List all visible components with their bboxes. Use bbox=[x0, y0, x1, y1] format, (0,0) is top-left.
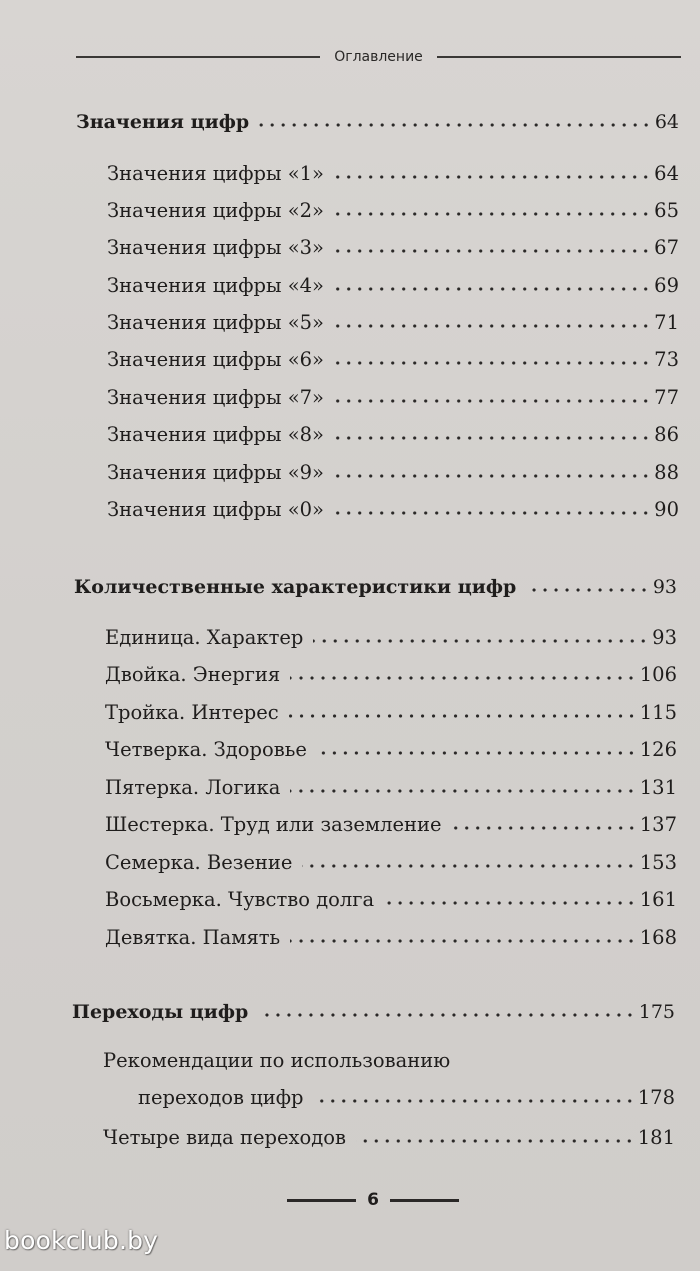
toc-page-number: 161 bbox=[639, 888, 677, 911]
toc-page-number: 178 bbox=[637, 1086, 675, 1109]
dot-leader bbox=[334, 397, 651, 405]
toc-item-title: Двойка. Энергия bbox=[105, 663, 281, 686]
dot-leader bbox=[334, 173, 651, 181]
toc-item-title: Шестерка. Труд или заземление bbox=[105, 813, 442, 836]
running-title: Оглавление bbox=[334, 49, 423, 65]
toc-page-number: 77 bbox=[654, 386, 679, 409]
toc-item[interactable] bbox=[107, 455, 679, 485]
toc-item[interactable] bbox=[105, 920, 677, 950]
dot-leader bbox=[334, 359, 651, 367]
toc-item-title: Значения цифры «4» bbox=[107, 274, 324, 297]
dot-leader bbox=[258, 1011, 635, 1019]
toc-page-number: 93 bbox=[652, 626, 677, 649]
toc-item[interactable] bbox=[107, 342, 679, 372]
toc-page-number: 69 bbox=[654, 274, 679, 297]
toc-item[interactable] bbox=[107, 417, 679, 447]
folio-rule-left bbox=[287, 1199, 356, 1202]
toc-item-title: Значения цифры «6» bbox=[107, 348, 324, 371]
dot-leader bbox=[334, 285, 651, 293]
toc-page-number: 115 bbox=[639, 701, 677, 724]
toc-item-title: Значения цифры «2» bbox=[107, 199, 324, 222]
toc-page-number: 65 bbox=[654, 199, 679, 222]
watermark-text: bookclub.by bbox=[4, 1226, 159, 1255]
toc-item-title: Значения цифры «3» bbox=[107, 236, 324, 259]
toc-item[interactable] bbox=[107, 305, 679, 335]
toc-item[interactable] bbox=[107, 193, 679, 223]
toc-item-title: Девятка. Память bbox=[105, 926, 281, 949]
dot-leader bbox=[290, 674, 637, 682]
dot-leader bbox=[384, 899, 637, 907]
toc-page-number: 137 bbox=[639, 813, 677, 836]
folio-rule-right bbox=[390, 1199, 459, 1202]
toc-page-number: 126 bbox=[639, 738, 677, 761]
toc-page-number: 106 bbox=[639, 663, 677, 686]
toc-page-number: 73 bbox=[654, 348, 679, 371]
dot-leader bbox=[334, 247, 651, 255]
toc-item[interactable] bbox=[103, 1120, 675, 1150]
header-rule-left bbox=[76, 56, 320, 58]
toc-item[interactable] bbox=[107, 156, 679, 186]
toc-item-title: Значения цифры «1» bbox=[107, 162, 324, 185]
dot-leader bbox=[334, 509, 651, 517]
toc-section-3[interactable] bbox=[72, 994, 675, 1024]
toc-page-number: 168 bbox=[639, 926, 677, 949]
toc-page-number: 88 bbox=[654, 461, 679, 484]
toc-page-number: 153 bbox=[639, 851, 677, 874]
dot-leader bbox=[452, 824, 637, 832]
page-number: 6 bbox=[367, 1190, 379, 1210]
dot-leader bbox=[526, 586, 650, 594]
toc-item[interactable] bbox=[105, 882, 677, 912]
toc-item-title: Четыре вида переходов bbox=[103, 1126, 346, 1149]
toc-item[interactable] bbox=[138, 1080, 675, 1110]
toc-item[interactable] bbox=[105, 845, 677, 875]
toc-item-title: Значения цифры «5» bbox=[107, 311, 324, 334]
dot-leader bbox=[334, 434, 651, 442]
dot-leader bbox=[289, 712, 637, 720]
toc-item[interactable] bbox=[105, 695, 677, 725]
dot-leader bbox=[356, 1137, 635, 1145]
dot-leader bbox=[290, 787, 636, 795]
toc-item[interactable] bbox=[107, 230, 679, 260]
toc-page-number: 71 bbox=[654, 311, 679, 334]
toc-item[interactable] bbox=[105, 620, 677, 650]
toc-item[interactable] bbox=[105, 732, 677, 762]
toc-page-number: 175 bbox=[638, 1001, 675, 1023]
page-folio bbox=[287, 1188, 459, 1212]
toc-item-title: Значения цифры «9» bbox=[107, 461, 324, 484]
toc-item-title: Значения цифры «7» bbox=[107, 386, 324, 409]
toc-item-title: Значения цифры «8» bbox=[107, 423, 324, 446]
toc-item[interactable] bbox=[107, 268, 679, 298]
toc-page-number: 67 bbox=[654, 236, 679, 259]
toc-item-title: Тройка. Интерес bbox=[105, 701, 279, 724]
toc-item[interactable] bbox=[107, 380, 679, 410]
toc-page-number: 86 bbox=[654, 423, 679, 446]
dot-leader bbox=[334, 472, 651, 480]
toc-item-title: Значения цифры «0» bbox=[107, 498, 324, 521]
dot-leader bbox=[290, 937, 637, 945]
toc-page-number: 181 bbox=[637, 1126, 675, 1149]
toc-item-title-line1: Рекомендации по использованию bbox=[103, 1049, 451, 1072]
dot-leader bbox=[302, 862, 636, 870]
toc-section-title: Количественные характеристики цифр bbox=[74, 576, 517, 598]
toc-item-title: переходов цифр bbox=[138, 1086, 304, 1109]
dot-leader bbox=[314, 1097, 635, 1105]
toc-item[interactable] bbox=[107, 492, 679, 522]
toc-item[interactable] bbox=[105, 807, 677, 837]
dot-leader bbox=[313, 637, 649, 645]
toc-page-number: 64 bbox=[654, 111, 679, 133]
toc-page-number: 64 bbox=[654, 162, 679, 185]
header-rule-right bbox=[437, 56, 681, 58]
toc-page-number: 93 bbox=[652, 576, 677, 598]
dot-leader bbox=[259, 121, 652, 129]
toc-item-title: Восьмерка. Чувство долга bbox=[105, 888, 375, 911]
toc-page-number: 90 bbox=[654, 498, 679, 521]
toc-page-number: 131 bbox=[639, 776, 677, 799]
toc-item-title: Пятерка. Логика bbox=[105, 776, 281, 799]
running-header bbox=[76, 46, 681, 68]
toc-item[interactable] bbox=[105, 770, 677, 800]
dot-leader bbox=[317, 749, 637, 757]
dot-leader bbox=[334, 210, 651, 218]
toc-item[interactable] bbox=[105, 657, 677, 687]
toc-section-1[interactable] bbox=[76, 104, 679, 134]
toc-item-title: Семерка. Везение bbox=[105, 851, 293, 874]
toc-section-title: Переходы цифр bbox=[72, 1001, 249, 1023]
toc-section-title: Значения цифр bbox=[76, 111, 250, 133]
toc-item-title: Единица. Характер bbox=[105, 626, 304, 649]
dot-leader bbox=[334, 322, 651, 330]
toc-item-title: Четверка. Здоровье bbox=[105, 738, 307, 761]
toc-section-2[interactable] bbox=[74, 569, 677, 599]
